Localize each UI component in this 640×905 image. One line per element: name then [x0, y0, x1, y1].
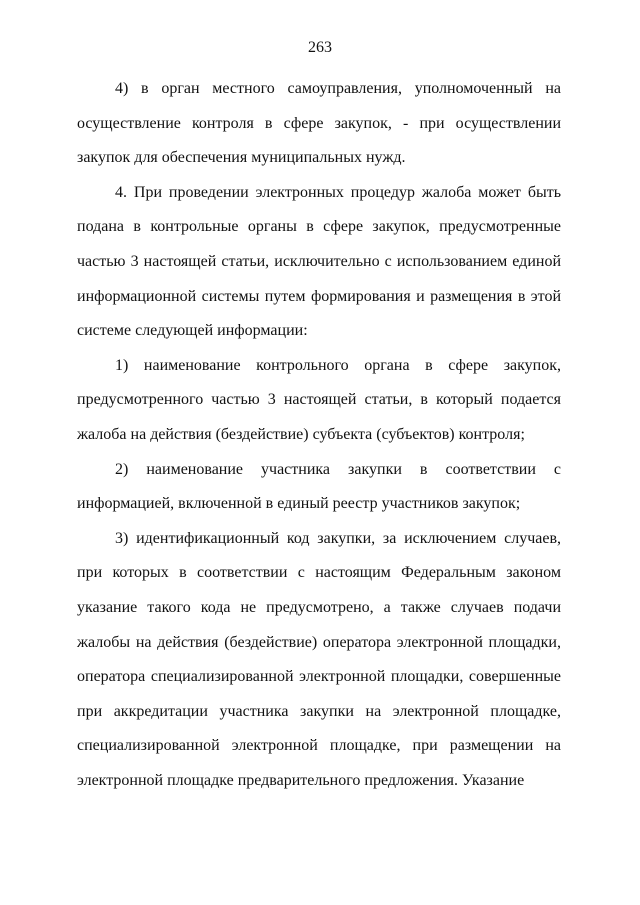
paragraph-item-4-municipal-control: 4) в орган местного самоуправления, уполномоченный на осуществление контроля в сфере закупок, - при осуществлении закупок для обеспечения муниципальных нужд. — [77, 80, 561, 167]
paragraph-part-4-electronic-complaint: 4. При проведении электронных процедур жалоба может быть подана в контрольные органы в сфере закупок, предусмотренные частью 3 настоящей статьи, исключительно с использованием единой информационной системы путем формирования и размещения в этой системе следующей информации: — [77, 183, 561, 340]
paragraph-item-1-control-body-name: 1) наименование контрольного органа в сфере закупок, предусмотренного частью 3 настоящей статьи, в который подается жалоба на действия (бездействие) субъекта (субъектов) контроля; — [77, 356, 561, 443]
paragraph-item-3-procurement-code: 3) идентификационный код закупки, за исключением случаев, при которых в соответствии с настоящим Федеральным законом указание такого кода не предусмотрено, а также случаев подачи жалобы на действия (бездействие) оператора электронной площадки, оператора специализированной электронной площадки, совершенные при аккредитации участника закупки на электронной площадке, специализированной электронной площадке, при размещении на электронной площадке предварительного предложения. Указание — [77, 529, 561, 789]
document-body — [77, 72, 561, 798]
paragraph-item-2-participant-name: 2) наименование участника закупки в соответствии с информацией, включенной в единый реестр участников закупок; — [77, 460, 561, 513]
page-number: 263 — [308, 39, 332, 56]
